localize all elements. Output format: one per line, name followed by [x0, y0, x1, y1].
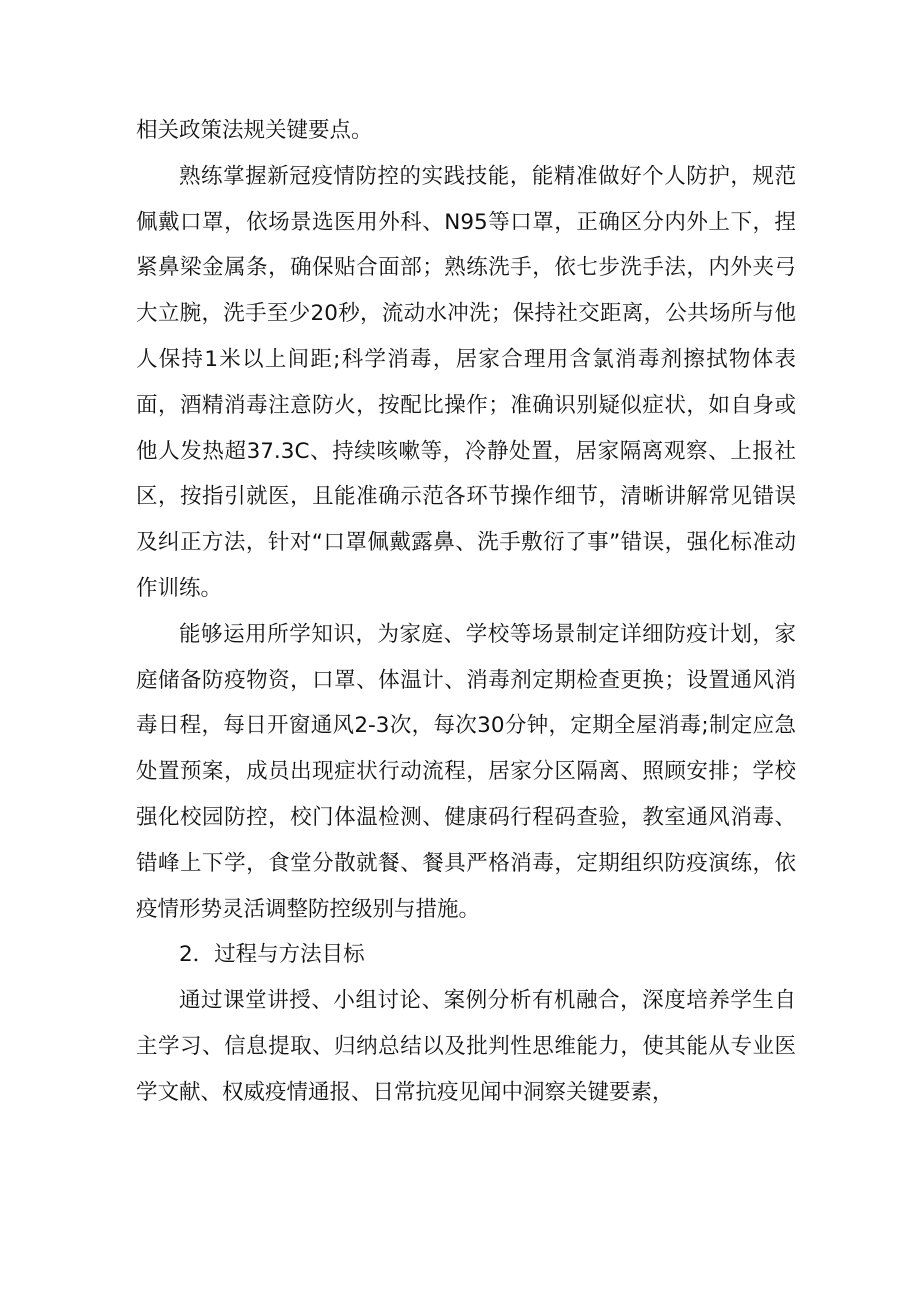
section-heading: 2．过程与方法目标: [179, 942, 365, 968]
paragraph-continuation: 相关政策法规关键要点。: [136, 118, 373, 143]
paragraph-process-methods: 通过课堂讲授、小组讨论、案例分析有机融合，深度培养学生自主学习、信息提取、归纳总结以及批判性思维能力，使其能从专业医学文献、权威疫情通报、日常抗疫见闻中洞察关键要素，: [136, 988, 796, 1105]
paragraph-prevention-plan: 能够运用所学知识，为家庭、学校等场景制定详细防疫计划，家庭储备防疫物资，口罩、体温计、消毒剂定期检查更换；设置通风消毒日程，每日开窗通风2-3次，每次30分钟，定期全屋消毒;制定应急处置预案，成员出现症状行动流程，居家分区隔离、照顾安排；学校强化校园防控，校门体温检测、健康码行程码查验，教室通风消毒、错峰上下学，食堂分散就餐、餐具严格消毒，定期组织防疫演练，依疫情形势灵活调整防控级别与措施。: [136, 621, 796, 922]
document-body: [136, 108, 796, 1116]
paragraph-practical-skills: 熟练掌握新冠疫情防控的实践技能，能精准做好个人防护，规范佩戴口罩，依场景选医用外科、N95等口罩，正确区分内外上下，捏紧鼻梁金属条，确保贴合面部；熟练洗手，依七步洗手法，内外夹弓大立腕，洗手至少20秒，流动水冲洗；保持社交距离，公共场所与他人保持1米以上间距;科学消毒，居家合理用含氯消毒剂擦拭物体表面，酒精消毒注意防火，按配比操作；准确识别疑似症状，如自身或他人发热超37.3C、持续咳嗽等，冷静处置，居家隔离观察、上报社区，按指引就医，且能准确示范各环节操作细节，清晰讲解常见错误及纠正方法，针对“口罩佩戴露鼻、洗手敷衍了事”错误，强化标准动作训练。: [136, 163, 796, 601]
